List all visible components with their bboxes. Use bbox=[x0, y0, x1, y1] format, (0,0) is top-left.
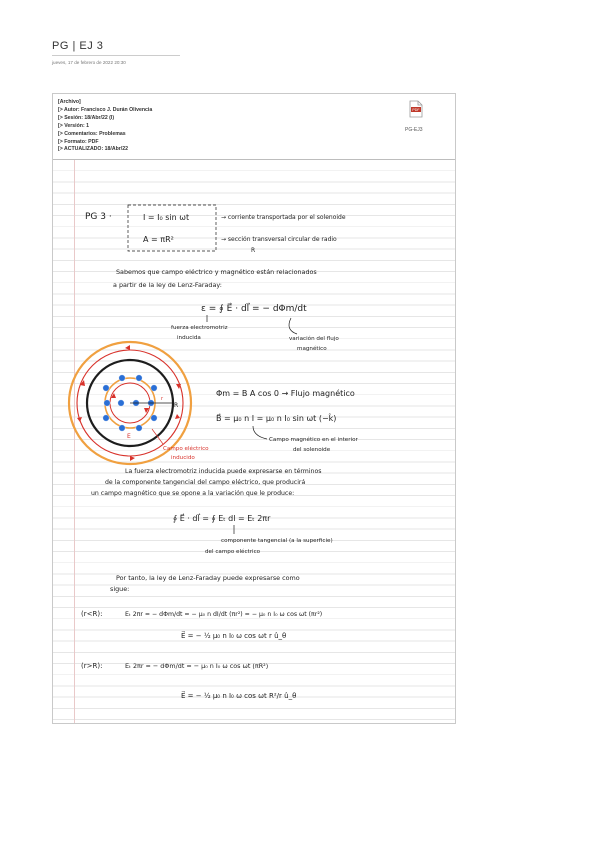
page-date: jueves, 17 de febrero de 2022 20:30 bbox=[52, 60, 126, 65]
pdf-file-icon[interactable] bbox=[409, 100, 423, 118]
page-title: PG | EJ 3 bbox=[52, 40, 104, 52]
meta-format: [> Formato: PDF bbox=[58, 138, 99, 145]
intro-line-1: Sabemos que campo eléctrico y magnético están relacionados bbox=[116, 268, 317, 276]
b-field-dot bbox=[118, 400, 124, 406]
e-field-arrow bbox=[125, 345, 130, 350]
b-field-dot bbox=[103, 415, 109, 421]
flux-equation: Φm = B A cos 0 → Flujo magnético bbox=[216, 389, 355, 398]
meta-version: [> Versión: 1 bbox=[58, 122, 89, 129]
eq-area: A = πR² bbox=[143, 235, 174, 244]
b-desc-2: del solenoide bbox=[293, 447, 331, 453]
attachment-name[interactable]: PG-EJ3 bbox=[405, 127, 423, 133]
case-outside-equation: Eₜ 2πr = − dΦm/dt = − μ₀ n I₀ ω cos ωt (πR²) bbox=[125, 662, 269, 670]
meta-archive: [Archivo] bbox=[58, 99, 81, 105]
b-field-dot bbox=[151, 385, 157, 391]
diagram-r-small: r bbox=[161, 396, 164, 402]
case-outside-label: (r>R): bbox=[81, 662, 103, 670]
desc-area: → sección transversal circular de radio bbox=[221, 236, 337, 243]
label-fem-1: fuerza electromotriz bbox=[171, 325, 228, 331]
note-header bbox=[53, 94, 455, 160]
diagram-e-label-2: inducido bbox=[171, 455, 195, 461]
flux-arrow bbox=[289, 318, 297, 334]
meta-updated: [> ACTUALIZADO: 18/Abr/22 bbox=[58, 146, 128, 153]
desc-current: → corriente transportada por el solenoide bbox=[221, 214, 346, 221]
conclusion-line-2: sigue: bbox=[110, 585, 130, 593]
intro-line-2: a partir de la ley de Lenz-Faraday: bbox=[113, 281, 222, 289]
svg-text:PDF: PDF bbox=[412, 108, 420, 112]
diagram-e-vector: E bbox=[127, 433, 131, 440]
problem-label: PG 3 · bbox=[85, 212, 112, 222]
label-flux-1: variación del flujo bbox=[289, 336, 339, 342]
case-inside-label: (r<R): bbox=[81, 610, 103, 618]
e-field-arrow bbox=[175, 414, 180, 419]
para-line-1: La fuerza electromotriz inducida puede expresarse en términos bbox=[125, 468, 322, 475]
e-field-arrow bbox=[77, 417, 82, 422]
b-field-dot bbox=[119, 425, 125, 431]
note-sheet bbox=[52, 93, 456, 724]
conclusion-line-1: Por tanto, la ley de Lenz-Faraday puede expresarse como bbox=[116, 574, 300, 582]
desc-area-r: R bbox=[251, 247, 256, 254]
b-equation: B⃗ = μ₀ n I = μ₀ n I₀ sin ωt (−k̂) bbox=[216, 414, 337, 423]
meta-comments: [> Comentarios: Problemas bbox=[58, 130, 126, 137]
b-field-dot bbox=[136, 375, 142, 381]
label-flux-2: magnético bbox=[297, 346, 327, 352]
b-field-dot bbox=[119, 375, 125, 381]
case-inside-equation: Eₜ 2πr = − dΦm/dt = − μ₀ n dI/dt (πr²) = − μ₀ n I₀ ω cos ωt (πr²) bbox=[125, 611, 323, 618]
case-outside-result: E⃗ = − ½ μ₀ n I₀ ω cos ωt R²/r û_θ bbox=[181, 692, 297, 700]
b-label-arrow bbox=[253, 426, 267, 439]
meta-session: [> Sesión: 18/Abr/22 (I) bbox=[58, 114, 115, 121]
b-field-dot bbox=[136, 425, 142, 431]
tangent-label-1: componente tangencial (a la superficie) bbox=[221, 538, 333, 544]
b-field-dot bbox=[151, 415, 157, 421]
b-field-dot bbox=[103, 385, 109, 391]
para-line-2: de la componente tangencial del campo eléctrico, que producirá bbox=[105, 479, 306, 486]
e-field-arrow bbox=[130, 456, 135, 461]
tangent-label-2: del campo eléctrico bbox=[205, 549, 261, 555]
b-field-dot bbox=[104, 400, 110, 406]
case-inside-result: E⃗ = − ½ μ₀ n I₀ ω cos ωt r û_θ bbox=[181, 632, 287, 640]
diagram-radius-label: R bbox=[174, 402, 179, 409]
metadata-block bbox=[58, 99, 152, 154]
b-desc-1: Campo magnético en el interior bbox=[269, 437, 358, 443]
solenoid-diagram bbox=[69, 342, 209, 464]
para-line-3: un campo magnético que se opone a la variación que le produce: bbox=[91, 490, 295, 497]
faraday-equation: ε = ∮ E⃗ · dl⃗ = − dΦm/dt bbox=[201, 304, 307, 314]
diagram-e-label-1: Campo eléctrico bbox=[163, 446, 209, 452]
given-data-box bbox=[128, 205, 216, 251]
label-fem-2: inducida bbox=[177, 335, 201, 341]
tangent-equation: ∮ E⃗ · dl⃗ = ∮ Eₜ dl = Eₜ 2πr bbox=[173, 514, 271, 523]
title-divider bbox=[52, 55, 180, 56]
meta-author: [> Autor: Francisco J. Durán Olivencia bbox=[58, 106, 153, 113]
eq-current: I = I₀ sin ωt bbox=[143, 213, 190, 222]
handwritten-notes bbox=[53, 160, 455, 723]
